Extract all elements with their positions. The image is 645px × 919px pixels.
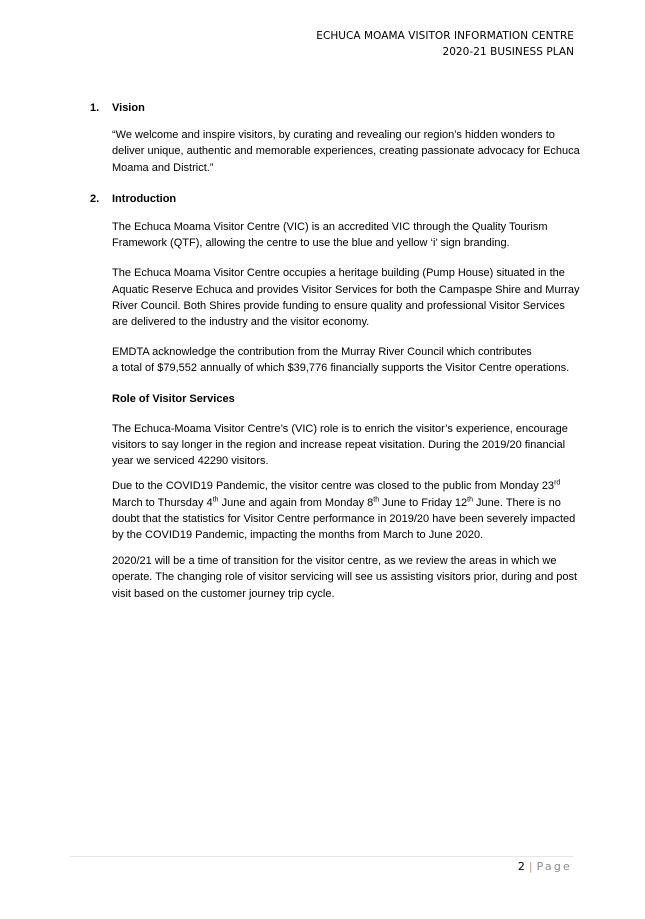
footer-separator: | xyxy=(528,860,533,873)
section-title: Vision xyxy=(112,102,145,114)
header-title: ECHUCA MOAMA VISITOR INFORMATION CENTRE xyxy=(316,30,574,42)
page-header xyxy=(316,29,574,60)
paragraph-line: EMDTA acknowledge the contribution from the Murray River Council which contributes xyxy=(112,346,532,359)
section-number: 2. xyxy=(90,192,100,205)
section-number: 1. xyxy=(90,102,100,114)
introduction-paragraph: The Echuca Moama Visitor Centre occupies a heritage building (Pump House) situated in the Aquatic Reserve Echuca and provides Visitor Services for both the Campaspe Shire and Murray River Council. Both Shires provide funding to ensure quality and professional Visitor Services are delivered to the industry and the visitor economy. xyxy=(112,267,580,329)
introduction-paragraph xyxy=(112,344,580,376)
role-paragraph: The Echuca-Moama Visitor Centre’s (VIC) role is to enrich the visitor’s experience, encourage visitors to say longer in the region and increase repeat visitation. During the 2019/20 financial year we serviced 42290 visitors. xyxy=(112,422,568,468)
page-number: 2 xyxy=(517,860,525,873)
text-run: June. There is no doubt that the statistics for Visitor Centre performance in 2019/20 have been severely impacted by the COVID19 Pandemic, impacting the months from March to June 2020. xyxy=(112,496,576,542)
ordinal-suffix: th xyxy=(373,496,380,503)
section-title: Introduction xyxy=(112,192,177,205)
text-run: June and again from Monday 8 xyxy=(218,496,374,509)
text-run: March to Thursday 4 xyxy=(112,496,213,509)
ordinal-suffix: th xyxy=(467,496,473,503)
page-label: Page xyxy=(536,860,572,873)
footer-divider xyxy=(70,856,574,857)
ordinal-suffix: th xyxy=(212,496,219,503)
page-body xyxy=(90,100,580,602)
introduction-paragraph: The Echuca Moama Visitor Centre (VIC) is an accredited VIC through the Quality Tourism Framework (QTF), allowing the centre to use the blue and yellow ‘i’ sign branding. xyxy=(112,221,548,250)
subheading-role-of-visitor-services: Role of Visitor Services xyxy=(112,392,235,405)
role-paragraph: 2020/21 will be a time of transition for the visitor centre, as we review the areas in which we operate. The changing role of visitor servicing will see us assisting visitors prior, during and post visit based on the customer journey trip cycle. xyxy=(112,555,578,600)
vision-statement: “We welcome and inspire visitors, by curating and revealing our region’s hidden wonders to deliver unique, authentic and memorable experiences, creating passionate advocacy for Echuca Moama and District.” xyxy=(112,129,580,174)
section-heading-introduction xyxy=(90,191,580,207)
paragraph-line: a total of $79,552 annually of which $39,776 financially supports the Visitor Centre operations. xyxy=(112,362,570,375)
header-subtitle: 2020-21 BUSINESS PLAN xyxy=(442,45,574,58)
role-paragraph xyxy=(112,478,580,543)
ordinal-suffix: rd xyxy=(554,479,561,487)
text-run: Due to the COVID19 Pandemic, the visitor centre was closed to the public from Monday 23 xyxy=(112,480,555,493)
section-heading-vision xyxy=(90,100,580,116)
text-run: June to Friday 12 xyxy=(379,496,468,509)
page-footer xyxy=(518,859,572,875)
